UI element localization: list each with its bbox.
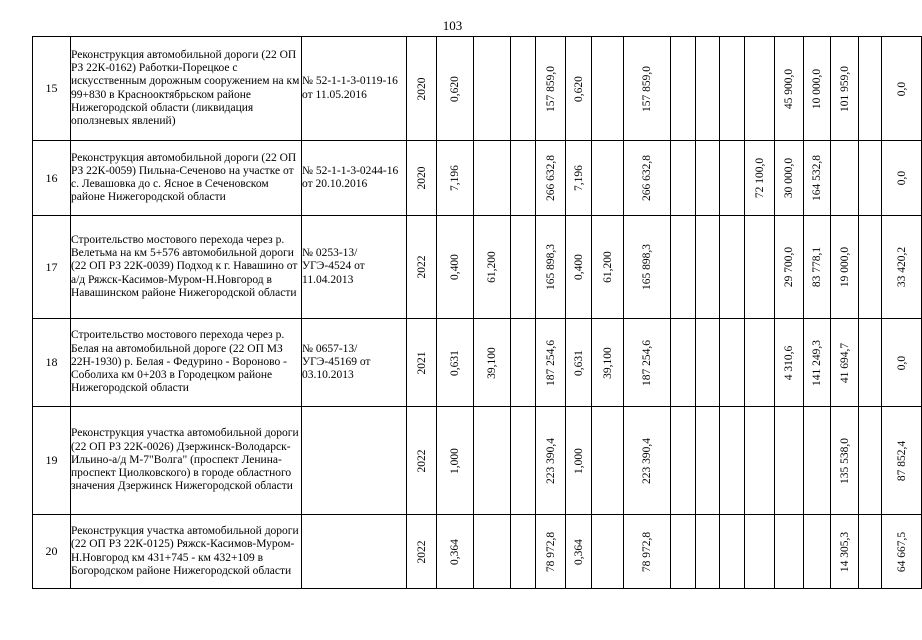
cell-value: 72 100,0 [753,157,766,199]
cell-value: 141 249,3 [811,339,823,386]
cell-value: 1,000 [449,447,461,474]
cell-value: 61,200 [601,251,614,283]
value-cell [720,319,745,407]
value-cell [407,37,437,141]
value-cell [592,141,624,216]
value-cell [859,515,882,589]
value-cell [592,407,624,515]
value-cell [745,407,775,515]
value-cell [566,141,592,216]
value-cell [566,37,592,141]
cell-value: 0,364 [449,538,461,565]
cell-value: 19 000,0 [838,246,851,288]
cell-value: 135 538,0 [838,437,851,484]
value-cell [566,216,592,319]
table-row [33,515,922,589]
value-cell [696,141,720,216]
value-cell [566,515,592,589]
value-cell [624,37,671,141]
value-cell [511,216,536,319]
cell-value: 165 898,3 [641,244,653,290]
cell-value: 0,400 [449,254,461,280]
value-cell [859,216,882,319]
value-cell [882,319,922,407]
cell-value: 7,196 [572,165,585,191]
cell-value: 78 972,8 [544,531,557,572]
row-number: 15 [33,37,71,141]
cell-value: 0,0 [895,81,908,96]
cell-value: 157 859,0 [641,65,653,112]
value-cell [474,37,511,141]
cell-value: 0,400 [572,254,585,280]
value-cell [831,407,859,515]
value-cell [592,515,624,589]
value-cell [624,319,671,407]
cell-value: 266 632,8 [544,155,557,201]
object-name: Строительство мостового перехода через р. Белая на автомобильной дороге (22 ОП МЗ 22Н-1930) р. Белая - Федурино - Вороново - Соболиха км 0+203 в Городецком районе Нижегородской области [71,319,302,407]
expert-review-doc: № 52-1-1-3-0119-16 от 11.05.2016 [302,37,407,141]
value-cell [696,319,720,407]
cell-value: 30 000,0 [783,157,795,199]
cell-value: 187 254,6 [544,339,557,386]
value-cell [775,319,804,407]
value-cell [696,37,720,141]
value-cell [882,141,922,216]
value-cell [775,407,804,515]
value-cell [566,407,592,515]
cell-value: 39,100 [486,346,498,379]
cell-value: 0,364 [572,538,585,565]
cell-value: 1,000 [572,447,585,474]
value-cell [720,216,745,319]
value-cell [536,216,566,319]
value-cell [437,515,474,589]
value-cell [536,37,566,141]
table-row [33,407,922,515]
value-cell [775,141,804,216]
value-cell [804,407,831,515]
value-cell [804,37,831,141]
value-cell [511,515,536,589]
expert-review-doc [302,515,407,589]
value-cell [437,319,474,407]
value-cell [671,141,696,216]
value-cell [671,319,696,407]
table-row [33,141,922,216]
value-cell [882,216,922,319]
value-cell [437,216,474,319]
value-cell [831,216,859,319]
value-cell [745,216,775,319]
cell-value: 83 778,1 [811,246,823,288]
value-cell [775,37,804,141]
value-cell [775,216,804,319]
value-cell [882,407,922,515]
cell-value: 165 898,3 [544,244,557,290]
expert-review-doc [302,407,407,515]
value-cell [745,319,775,407]
value-cell [696,515,720,589]
value-cell [474,319,511,407]
object-name: Реконструкция участка автомобильной дороги (22 ОП РЗ 22К-0125) Ряжск-Касимов-Муром-Н.Новгород км 431+745 - км 432+109 в Богородском районе Нижегородской области [71,515,302,589]
value-cell [831,319,859,407]
value-cell [536,407,566,515]
cell-value: 4 310,6 [783,345,795,380]
cell-value: 2020 [415,166,428,190]
value-cell [592,37,624,141]
cell-value: 0,631 [449,349,461,376]
cell-value: 0,631 [572,349,585,376]
value-cell [859,319,882,407]
value-cell [745,141,775,216]
row-number: 18 [33,319,71,407]
cell-value: 2021 [415,351,428,374]
value-cell [882,37,922,141]
cell-value: 39,100 [601,346,614,379]
table-row [33,319,922,407]
row-number: 17 [33,216,71,319]
value-cell [407,319,437,407]
cell-value: 0,620 [572,75,585,102]
cell-value: 0,0 [895,355,908,370]
value-cell [624,515,671,589]
value-cell [592,216,624,319]
row-number: 19 [33,407,71,515]
cell-value: 10 000,0 [811,68,823,109]
value-cell [474,515,511,589]
value-cell [720,37,745,141]
value-cell [671,407,696,515]
value-cell [696,216,720,319]
value-cell [592,319,624,407]
cell-value: 41 694,7 [838,342,851,383]
value-cell [407,515,437,589]
row-number: 20 [33,515,71,589]
value-cell [511,141,536,216]
expert-review-doc: № 0657-13/УГЭ-45169 от 03.10.2013 [302,319,407,407]
cell-value: 2022 [415,449,428,472]
cell-value: 14 305,3 [838,531,851,572]
cell-value: 61,200 [486,251,498,283]
value-cell [474,407,511,515]
cell-value: 0,0 [895,170,908,186]
cell-value: 223 390,4 [641,437,653,484]
value-cell [511,37,536,141]
value-cell [407,216,437,319]
cell-value: 187 254,6 [641,339,653,386]
value-cell [859,37,882,141]
value-cell [624,407,671,515]
value-cell [536,319,566,407]
value-cell [745,515,775,589]
value-cell [745,37,775,141]
cell-value: 33 420,2 [895,246,908,288]
value-cell [804,216,831,319]
cell-value: 7,196 [449,165,461,191]
value-cell [804,319,831,407]
value-cell [859,141,882,216]
value-cell [536,141,566,216]
value-cell [720,141,745,216]
cell-value: 223 390,4 [544,437,557,484]
object-name: Строительство мостового перехода через р. Велетьма на км 5+576 автомобильной дороги (22 ОП РЗ 22К-0039) Подход к г. Навашино от а/д Ряжск-Касимов-Муром-Н.Новгород в Навашинском районе Нижегородской области [71,216,302,319]
value-cell [511,407,536,515]
table-row [33,37,922,141]
value-cell [831,515,859,589]
row-number: 16 [33,141,71,216]
value-cell [407,407,437,515]
value-cell [474,141,511,216]
value-cell [624,216,671,319]
value-cell [804,141,831,216]
cell-value: 164 532,8 [811,155,823,201]
object-name: Реконструкция автомобильной дороги (22 ОП РЗ 22К-0162) Работки-Порецкое с искусственным дорожным сооружением на км 99+830 в Краснооктябрьском районе Нижегородской области (ликвидация оползневых явлений) [71,37,302,141]
value-cell [696,407,720,515]
expert-review-doc: № 52-1-1-3-0244-16 от 20.10.2016 [302,141,407,216]
expert-review-doc: № 0253-13/УГЭ-4524 от 11.04.2013 [302,216,407,319]
cell-value: 2022 [415,540,428,563]
value-cell [804,515,831,589]
value-cell [859,407,882,515]
value-cell [831,37,859,141]
cell-value: 2020 [415,77,428,100]
value-cell [474,216,511,319]
cell-value: 2022 [415,255,428,279]
value-cell [407,141,437,216]
value-cell [437,141,474,216]
cell-value: 78 972,8 [641,531,653,572]
value-cell [720,407,745,515]
cell-value: 266 632,8 [641,155,653,201]
value-cell [671,216,696,319]
cell-value: 87 852,4 [895,440,908,481]
value-cell [882,515,922,589]
value-cell [671,37,696,141]
value-cell [437,407,474,515]
value-cell [831,141,859,216]
value-cell [437,37,474,141]
object-name: Реконструкция участка автомобильной дороги (22 ОП РЗ 22К-0026) Дзержинск-Володарск-Ильино-а/д М-7"Волга" (проспект Ленина-проспект Циолковского) в городе областного значения Дзержинск Нижегородской области [71,407,302,515]
value-cell [624,141,671,216]
value-cell [671,515,696,589]
page-number: 103 [442,18,463,33]
cell-value: 45 900,0 [783,68,795,109]
cell-value: 0,620 [449,75,461,102]
object-name: Реконструкция автомобильной дороги (22 ОП РЗ 22К-0059) Пильна-Сеченово на участке от с. Левашовка до с. Ясное в Сеченовском районе Нижегородской области [71,141,302,216]
table-row [33,216,922,319]
value-cell [775,515,804,589]
cell-value: 157 859,0 [544,65,557,112]
projects-table [32,36,922,589]
value-cell [511,319,536,407]
value-cell [720,515,745,589]
cell-value: 64 667,5 [895,531,908,572]
cell-value: 29 700,0 [783,246,795,288]
value-cell [566,319,592,407]
value-cell [536,515,566,589]
cell-value: 101 959,0 [838,65,851,112]
